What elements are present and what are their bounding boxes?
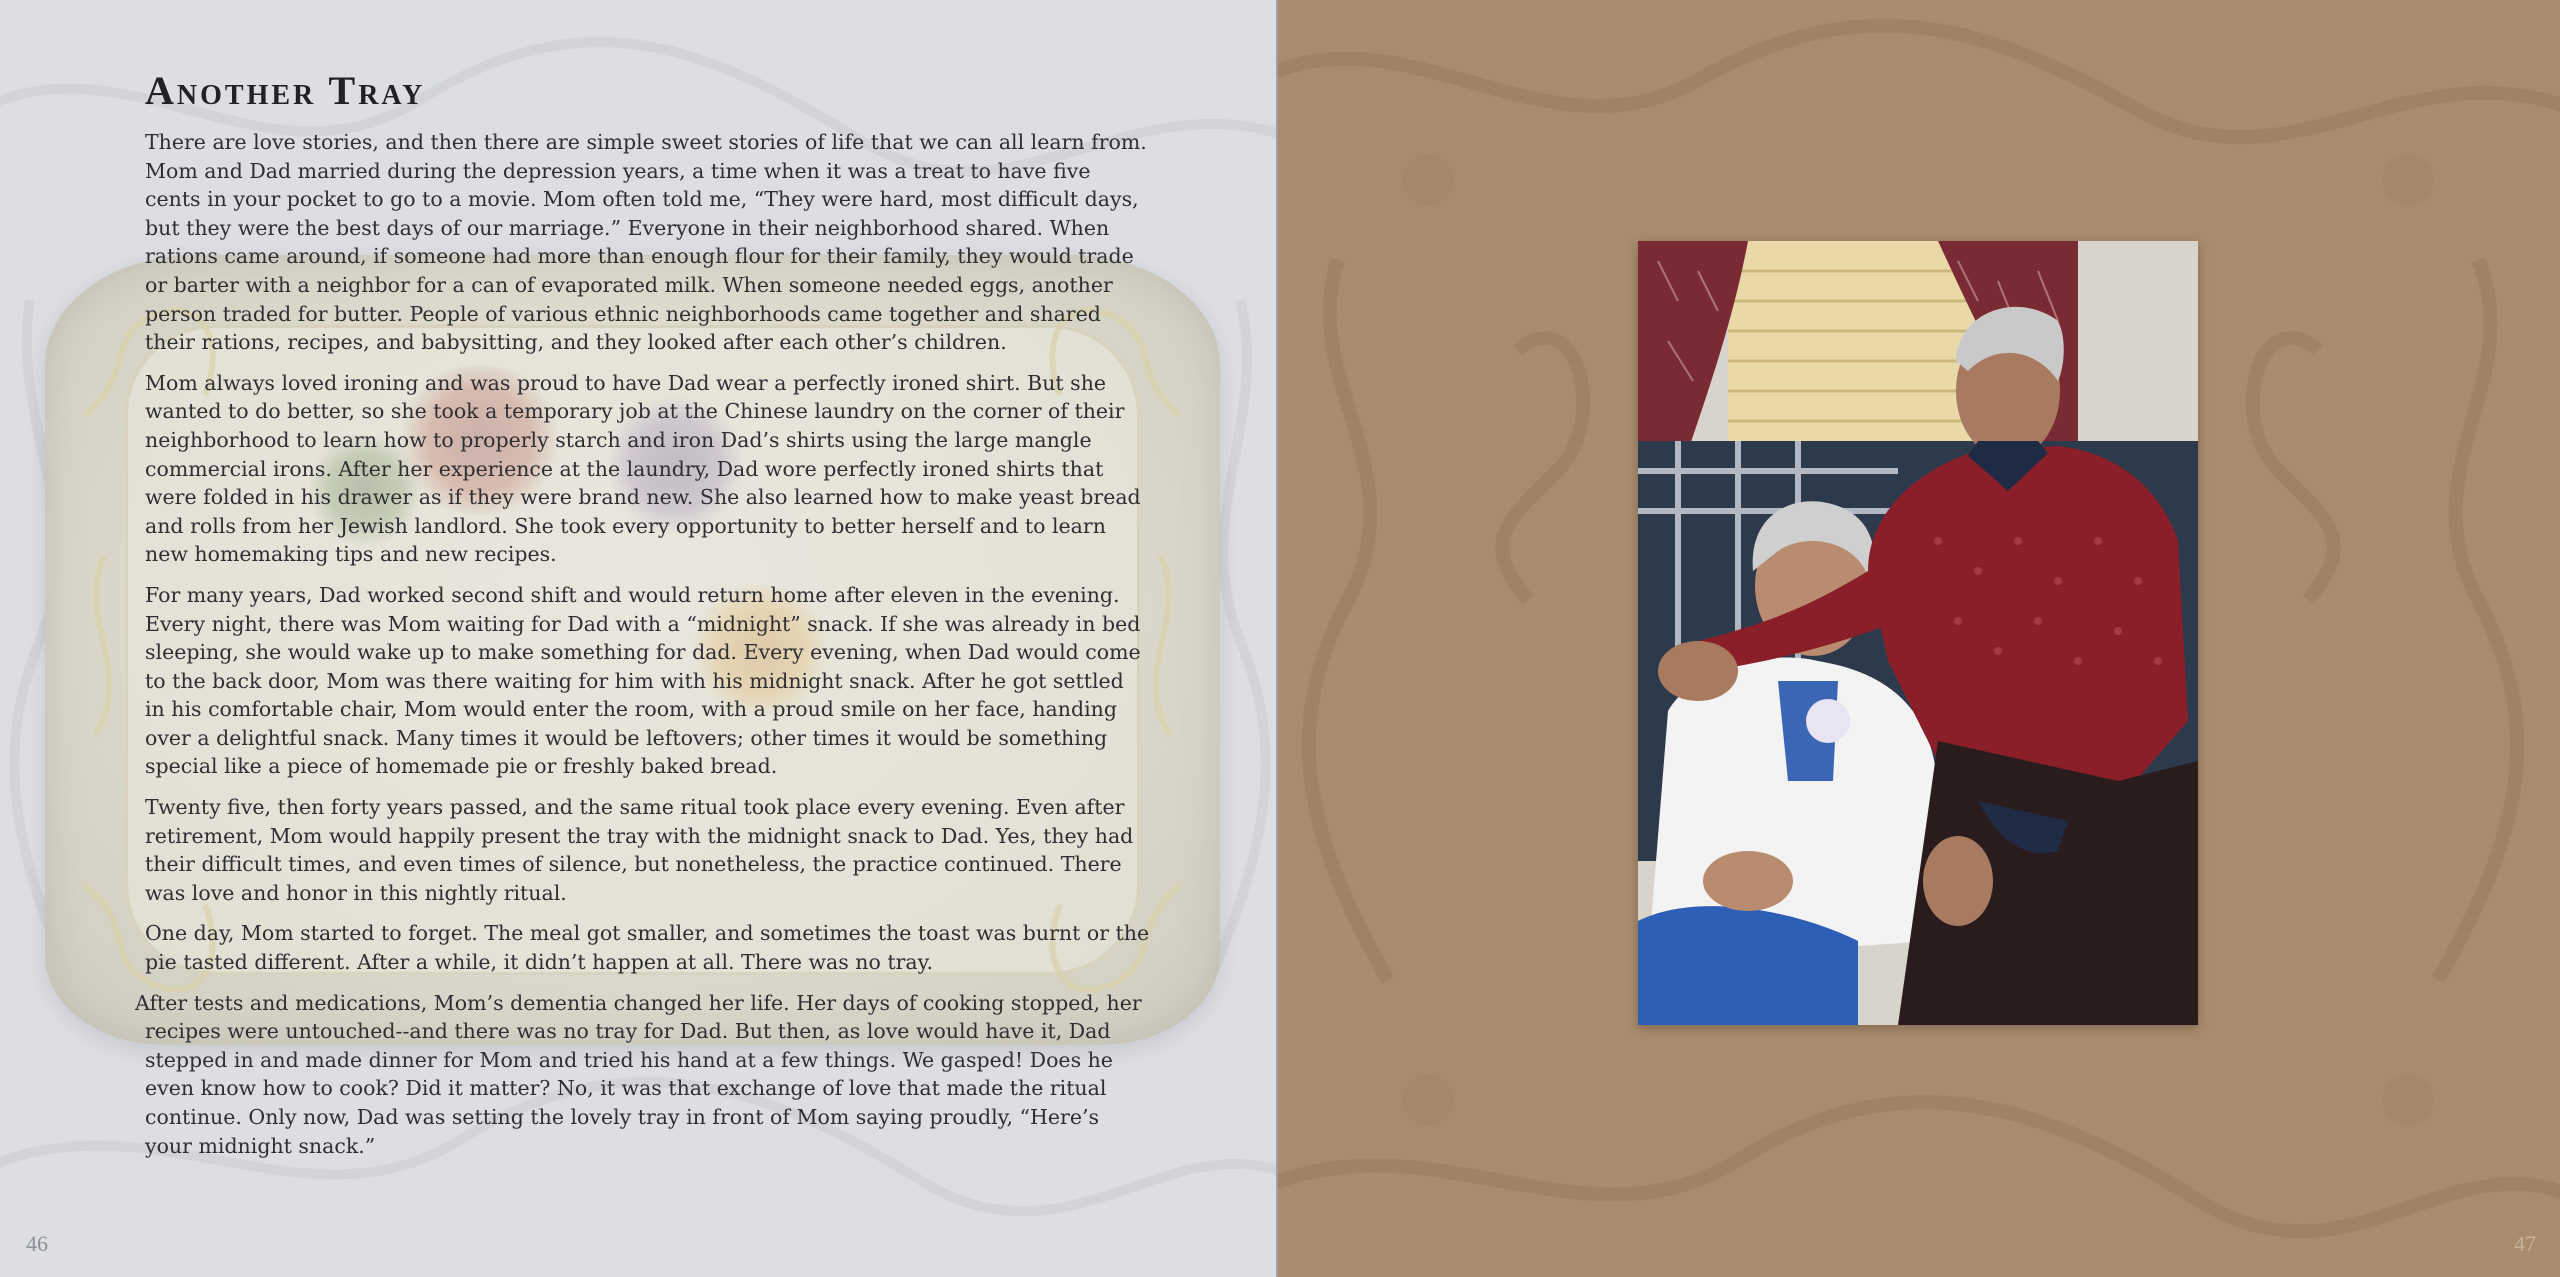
page-title: Another Tray: [145, 68, 426, 113]
paragraph: One day, Mom started to forget. The meal got smaller, and sometimes the toast was burnt or the pie tasted different. After a while, it didn’t happen at all. There was no tray.: [145, 921, 1150, 975]
couple-photograph: [1638, 241, 2198, 1025]
photo-image: [1638, 241, 2198, 1025]
paragraph: There are love stories, and then there are simple sweet stories of life that we can all learn from. Mom and Dad married during the depression years, a time when it was a treat to have five cents in your pocket to go to a movie. Mom often told me, “They were hard, most difficult days, but they were the best days of our marriage.” Everyone in their neighborhood shared. When rations came around, if someone had more than enough flour for their family, they would trade or barter with a neighbor for a can of evaporated milk. When someone needed eggs, another person traded for butter. People of various ethnic neighborhoods came together and shared their rations, recipes, and babysitting, and they looked after each other’s children.: [145, 130, 1147, 355]
page-number-left: 46: [26, 1231, 48, 1256]
paragraph: Mom always loved ironing and was proud to have Dad wear a perfectly ironed shirt. But she wanted to do better, so she took a temporary job at the Chinese laundry on the corner of their neighborhood to learn how to properly starch and iron Dad’s shirts using the large mangle commercial irons. After her experience at the laundry, Dad wore perfectly ironed shirts that were folded in his drawer as if they were brand new. She also learned how to make yeast bread and rolls from her Jewish landlord. She took every opportunity to better herself and to learn new homemaking tips and new recipes.: [145, 370, 1141, 567]
paragraph: After tests and medications, Mom’s dementia changed her life. Her days of cooking stopped, her recipes were untouched--and there was no tray for Dad. But then, as love would have it, Dad stepped in and made dinner for Mom and tried his hand at a few things. We gasped! Does he even know how to cook? Did it matter? No, it was that exchange of love that made the ritual continue. Only now, Dad was setting the lovely tray in front of Mom saying proudly, “Here’s your midnight snack.”: [135, 990, 1142, 1158]
page-number-right: 47: [2514, 1231, 2536, 1256]
right-page: [1278, 0, 2560, 1277]
article-text-column: [135, 68, 1150, 1172]
paragraph: For many years, Dad worked second shift and would return home after eleven in the evening. Every night, there was Mom waiting for Dad with a “midnight” snack. If she was already in bed sleeping, she would wake up to make something for dad. Every evening, when Dad would come to the back door, Mom was there waiting for him with his midnight snack. After he got settled in his comfortable chair, Mom would enter the room, with a proud smile on her face, handing over a delightful snack. Many times it would be leftovers; other times it would be something special like a piece of homemade pie or freshly baked bread.: [145, 582, 1141, 779]
paragraph: Twenty five, then forty years passed, and the same ritual took place every evening. Even after retirement, Mom would happily present the tray with the midnight snack to Dad. Yes, they had their difficult times, and even times of silence, but nonetheless, the practice continued. There was love and honor in this nightly ritual.: [145, 795, 1134, 905]
left-page: [0, 0, 1278, 1277]
